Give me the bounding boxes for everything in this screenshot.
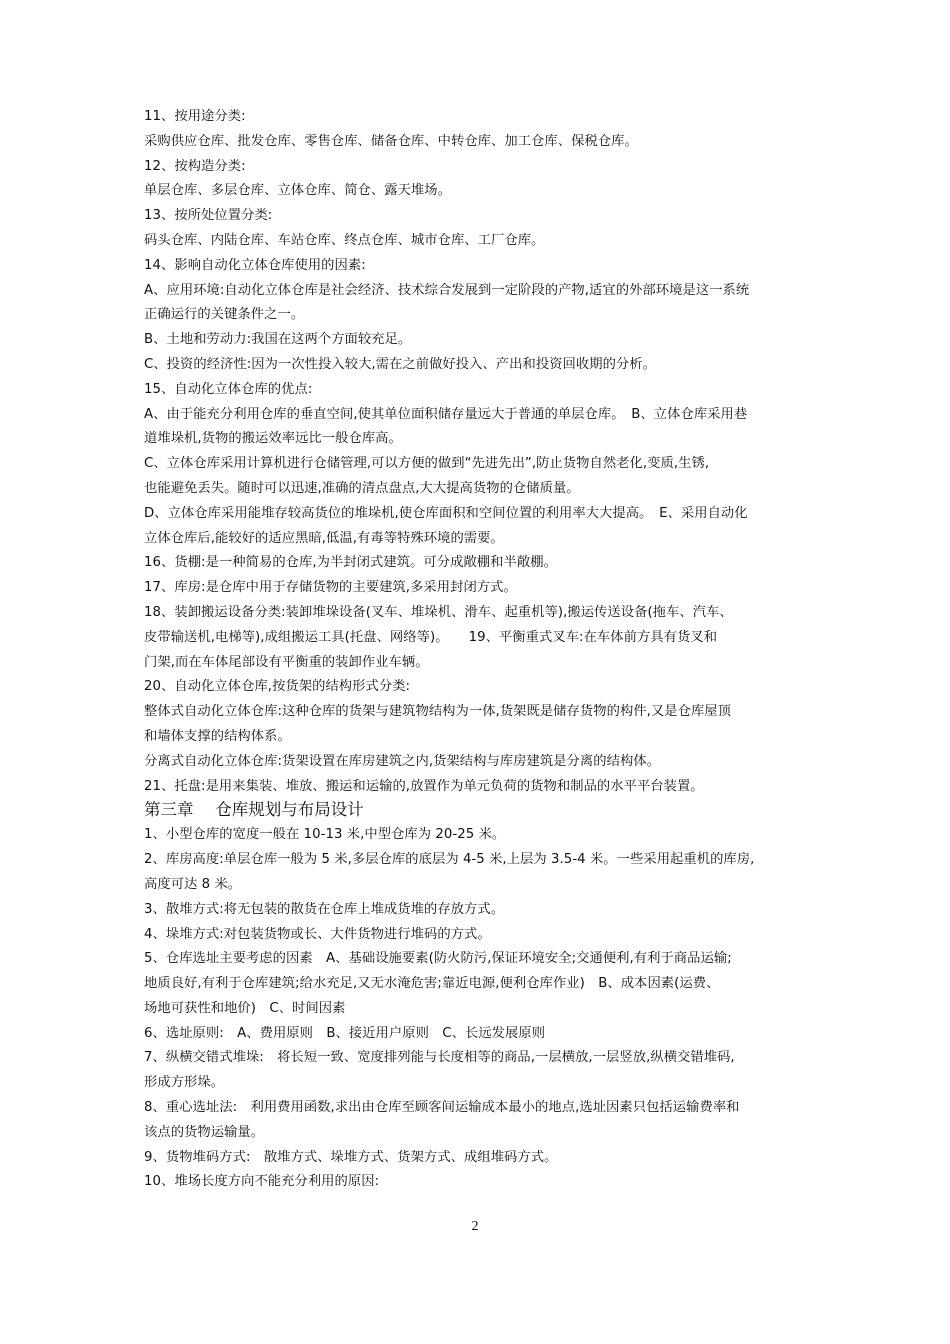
- text-line: 立体仓库后,能较好的适应黑暗,低温,有毒等特殊环境的需要。: [144, 530, 504, 546]
- page-number: 2: [471, 1219, 479, 1234]
- text-line: 整体式自动化立体仓库:这种仓库的货架与建筑物结构为一体,货架既是储存货物的构件,又是仓库屋顶: [144, 704, 731, 720]
- text-line: 7、纵横交错式堆垛: 将长短一致、宽度排列能与长度相等的商品,一层横放,一层竖放,纵横交错堆码,: [144, 1050, 735, 1066]
- text-line: 16、货棚:是一种简易的仓库,为半封闭式建筑。可分成敞棚和半敞棚。: [144, 555, 557, 571]
- text-line: A、由于能充分利用仓库的垂直空间,使其单位面积储存量远大于普通的单层仓库。 B、立体仓库采用巷: [144, 406, 748, 422]
- text-line: C、投资的经济性:因为一次性投入较大,需在之前做好投入、产出和投资回收期的分析。: [144, 356, 656, 372]
- text-line: 皮带输送机,电梯等),成组搬运工具(托盘、网络等)。 19、平衡重式叉车:在车体前方具有货叉和: [144, 629, 718, 645]
- text-line: 9、货物堆码方式: 散堆方式、垛堆方式、货架方式、成组堆码方式。: [144, 1149, 558, 1165]
- text-line: 8、重心选址法: 利用费用函数,求出由仓库至顾客间运输成本最小的地点,选址因素只包括运输费率和: [144, 1100, 740, 1116]
- text-line: 11、按用途分类:: [144, 109, 246, 124]
- text-line: 场地可获性和地价) C、时间因素: [144, 1000, 346, 1016]
- text-line: 17、库房:是仓库中用于存储货物的主要建筑,多采用封闭方式。: [144, 580, 517, 596]
- text-line: 道堆垛机,货物的搬运效率远比一般仓库高。: [144, 431, 402, 447]
- text-line: 正确运行的关键条件之一。: [144, 307, 305, 323]
- text-line: 20、自动化立体仓库,按货架的结构形式分类:: [144, 679, 411, 695]
- text-line: 和墙体支撑的结构体系。: [144, 728, 291, 744]
- text-line: 3、散堆方式:将无包装的散货在仓库上堆成货堆的存放方式。: [144, 901, 505, 917]
- chapter-heading: 第三章 仓库规划与布局设计: [144, 800, 364, 820]
- page-body: [144, 105, 816, 1195]
- text-line: 2、库房高度:单层仓库一般为 5 米,多层仓库的底层为 4-5 米,上层为 3.5-4 米。一些采用起重机的库房,: [144, 852, 755, 868]
- text-line: 也能避免丢失。随时可以迅速,准确的清点盘点,大大提高货物的仓储质量。: [144, 480, 580, 496]
- text-line: D、立体仓库采用能堆存较高货位的堆垛机,使仓库面积和空间位置的利用率大大提高。 E、采用自动化: [144, 505, 748, 521]
- text-line: 21、托盘:是用来集装、堆放、搬运和运输的,放置作为单元负荷的货物和制品的水平平台装置。: [144, 778, 704, 794]
- text-line: 地质良好,有利于仓库建筑;给水充足,又无水淹危害;靠近电源,便利仓库作业) B、成本因素(运费、: [144, 976, 720, 992]
- text-line: 高度可达 8 米。: [144, 876, 242, 892]
- text-line: B、土地和劳动力:我国在这两个方面较充足。: [144, 332, 412, 348]
- text-line: 4、垛堆方式:对包装货物或长、大件货物进行堆码的方式。: [144, 926, 491, 942]
- text-line: 6、选址原则: A、费用原则 B、接近用户原则 C、长远发展原则: [144, 1025, 546, 1041]
- text-line: 单层仓库、多层仓库、立体仓库、简仓、露天堆场。: [144, 183, 451, 199]
- text-line: C、立体仓库采用计算机进行仓储管理,可以方便的做到“先进先出”,防止货物自然老化,变质,生锈,: [144, 456, 710, 472]
- text-line: 10、堆场长度方向不能充分利用的原因:: [144, 1174, 380, 1190]
- text-line: 15、自动化立体仓库的优点:: [144, 381, 313, 397]
- text-line: 采购供应仓库、批发仓库、零售仓库、储备仓库、中转仓库、加工仓库、保税仓库。: [144, 133, 638, 149]
- text-line: 18、装卸搬运设备分类:装卸堆垛设备(叉车、堆垛机、滑车、起重机等),搬运传送设备(拖车、汽车、: [144, 604, 733, 620]
- text-line: 该点的货物运输量。: [144, 1124, 265, 1140]
- text-line: A、应用环境:自动化立体仓库是社会经济、技术综合发展到一定阶段的产物,适宜的外部环境是这一系统: [144, 282, 750, 298]
- text-line: 12、按构造分类:: [144, 158, 246, 174]
- text-line: 门架,而在车体尾部设有平衡重的装卸作业车辆。: [144, 654, 429, 670]
- text-line: 形成方形垛。: [144, 1075, 225, 1091]
- text-line: 分离式自动化立体仓库:货架设置在库房建筑之内,货架结构与库房建筑是分离的结构体。: [144, 753, 660, 769]
- text-line: 码头仓库、内陆仓库、车站仓库、终点仓库、城市仓库、工厂仓库。: [144, 232, 545, 248]
- text-line: 14、影响自动化立体仓库使用的因素:: [144, 257, 366, 273]
- text-line: 13、按所处位置分类:: [144, 208, 273, 224]
- text-line: 1、小型仓库的宽度一般在 10-13 米,中型仓库为 20-25 米。: [144, 827, 506, 843]
- text-line: 5、仓库选址主要考虑的因素 A、基础设施要素(防火防污,保证环境安全;交通便利,有利于商品运输;: [144, 951, 732, 967]
